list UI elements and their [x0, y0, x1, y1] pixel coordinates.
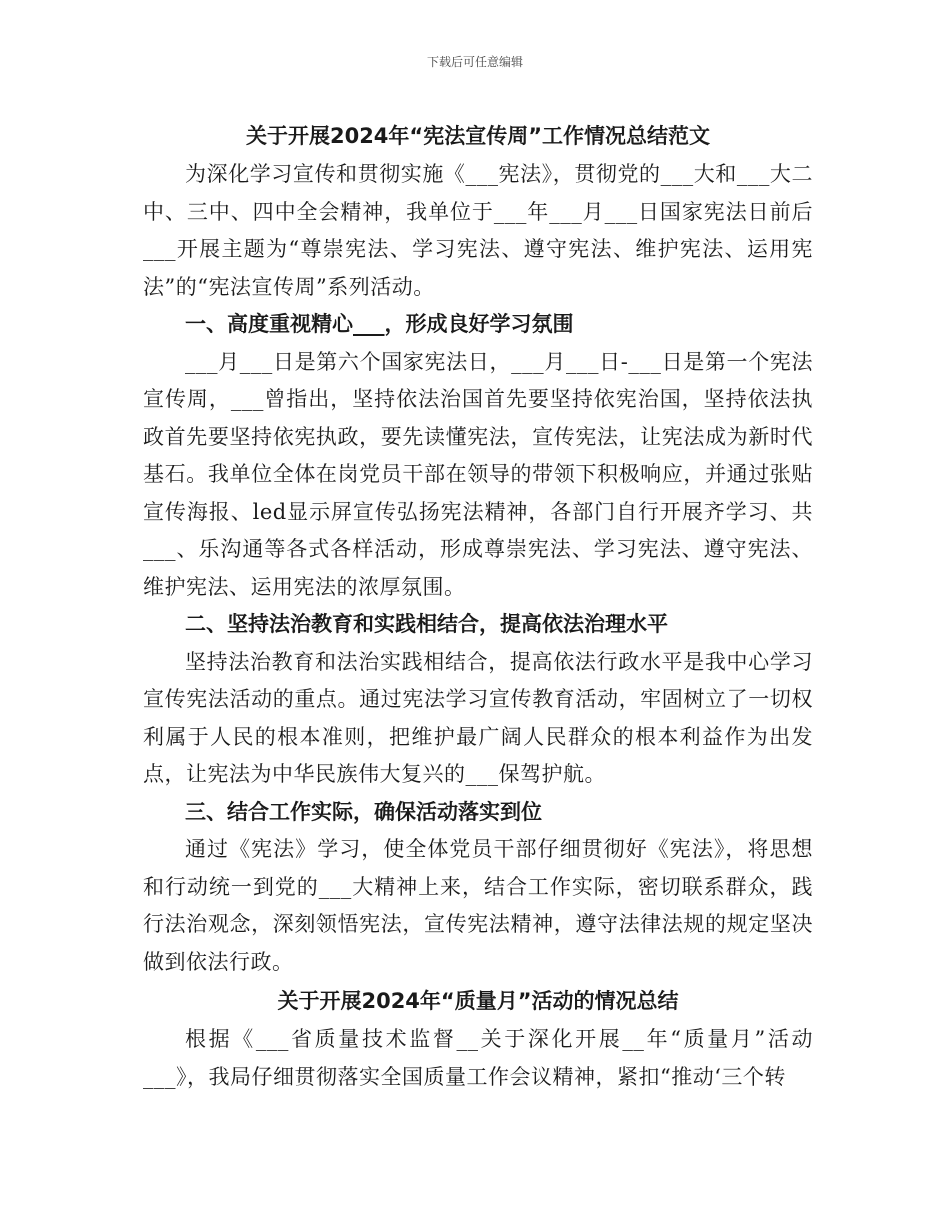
section-heading-1: 一、高度重视精心___，形成良好学习氛围	[185, 312, 574, 336]
section-heading-2: 二、坚持法治教育和实践相结合，提高依法治理水平	[185, 612, 668, 636]
section-heading-3: 三、结合工作实际，确保活动落实到位	[185, 799, 542, 824]
intro-paragraph: 为深化学习宣传和贯彻实施《___宪法》，贯彻党的___大和___大二中、三中、四中全会精神，我单位于___年___月___日国家宪法日前后___开展主题为“尊崇宪法、学习宪法、遵守宪法、维护宪法、运用宪法”的“宪法宣传周”系列活动。	[143, 162, 813, 299]
section-body-1: ___月___日是第六个国家宪法日，___月___日-___日是第一个宪法宣传周，___曾指出，坚持依法治国首先要坚持依宪治国，坚持依法执政首先要坚持依宪执政，要先读懂宪法，宣传宪法，让宪法成为新时代基石。我单位全体在岗党员干部在领导的带领下积极响应，并通过张贴宣传海报、led显示屏宣传弘扬宪法精神，各部门自行开展齐学习、共___、乐沟通等各式各样活动，形成尊崇宪法、学习宪法、遵守宪法、维护宪法、运用宪法的浓厚氛围。	[143, 349, 813, 599]
document-body	[143, 118, 813, 1096]
section-body-2: 坚持法治教育和法治实践相结合，提高依法行政水平是我中心学习宣传宪法活动的重点。通过宪法学习宣传教育活动，牢固树立了一切权利属于人民的根本准则，把维护最广阔人民群众的根本利益作为出发点，让宪法为中华民族伟大复兴的___保驾护航。	[143, 649, 813, 786]
page-header-note: 下载后可任意编辑	[426, 55, 523, 69]
article-title: 关于开展2024年“宪法宣传周”工作情况总结范文	[245, 124, 711, 148]
second-article-title: 关于开展2024年“质量月”活动的情况总结	[277, 989, 679, 1013]
section-body-3: 通过《宪法》学习，使全体党员干部仔细贯彻好《宪法》，将思想和行动统一到党的___大精神上来，结合工作实际，密切联系群众，践行法治观念，深刻领悟宪法，宣传宪法精神，遵守法律法规的规定坚决做到依法行政。	[143, 837, 813, 974]
second-article-intro: 根据《___省质量技术监督__关于深化开展__年“质量月”活动___》，我局仔细贯彻落实全国质量工作会议精神，紧扣“推动‘三个转	[143, 1027, 813, 1089]
